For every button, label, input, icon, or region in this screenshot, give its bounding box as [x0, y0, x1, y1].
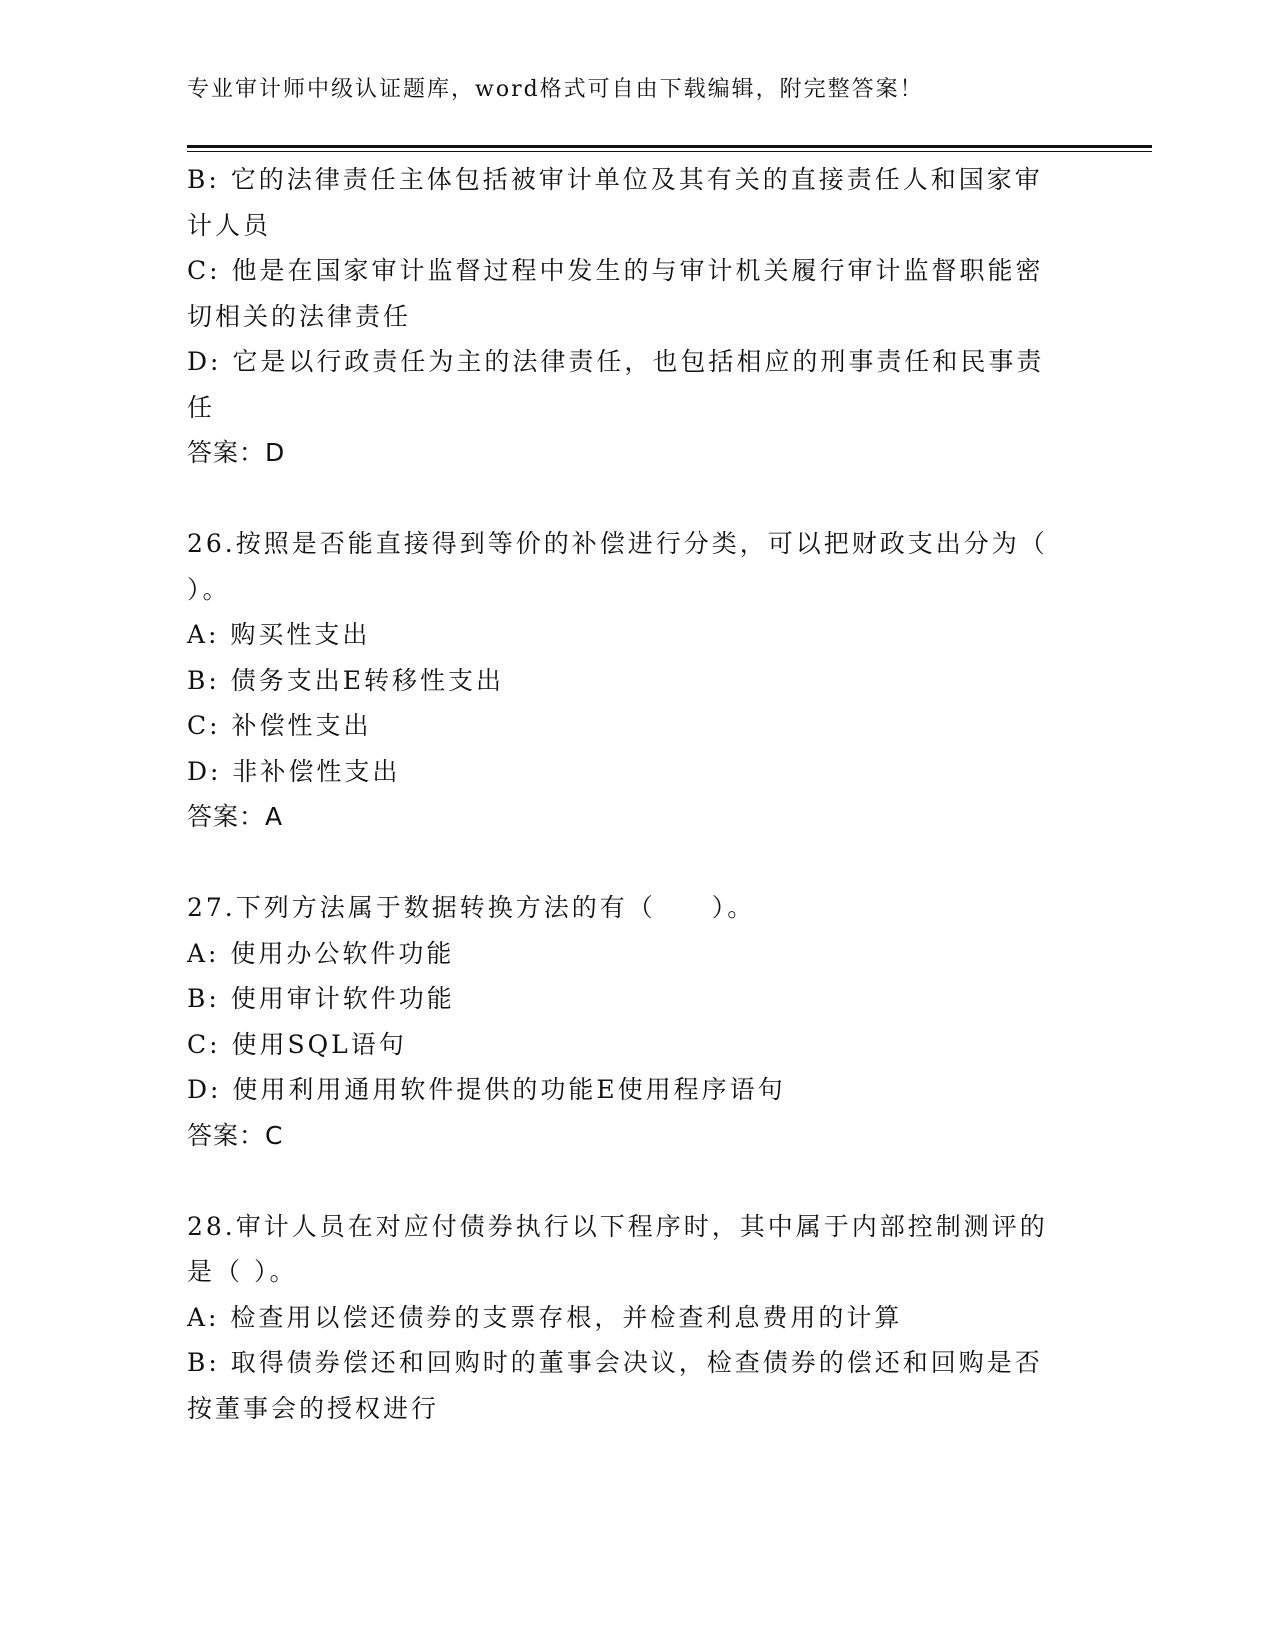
option-b-line-1: B: 取得债券偿还和回购时的董事会决议，检查债券的偿还和回购是否: [187, 1348, 1043, 1377]
question-27: [187, 885, 1067, 1158]
spacer: [187, 840, 1067, 886]
option-a: A: 购买性支出: [187, 620, 371, 649]
option-c-line-2: 切相关的法律责任: [187, 301, 412, 331]
option-b: B: 债务支出E转移性支出: [187, 665, 504, 695]
question-stem-line-1: 28.审计人员在对应付债券执行以下程序时，其中属于内部控制测评的: [187, 1211, 1048, 1241]
option-c-line-1: C: 他是在国家审计监督过程中发生的与审计机关履行审计监督职能密: [187, 256, 1044, 285]
option-d: D: 使用利用通用软件提供的功能E使用程序语句: [187, 1075, 786, 1104]
question-28: [187, 1204, 1067, 1432]
question-26: [187, 521, 1067, 840]
question-content: [187, 157, 1067, 1431]
question-25-tail: [187, 157, 1067, 476]
page-header: 专业审计师中级认证题库，word格式可自由下载编辑，附完整答案！: [187, 77, 924, 102]
spacer: [187, 1158, 1067, 1204]
option-b-line-2: 计人员: [187, 210, 272, 240]
option-d-line-1: D: 它是以行政责任为主的法律责任，也包括相应的刑事责任和民事责: [187, 347, 1045, 376]
question-stem: 27.下列方法属于数据转换方法的有（ ）。: [187, 893, 756, 922]
option-b: B: 使用审计软件功能: [187, 984, 455, 1013]
answer-25: 答案：D: [187, 438, 286, 467]
option-a: A: 使用办公软件功能: [187, 938, 455, 968]
answer-26: 答案：A: [187, 802, 284, 831]
question-stem-line-2: 是（ ）。: [187, 1257, 298, 1286]
question-stem-line-1: 26.按照是否能直接得到等价的补偿进行分类，可以把财政支出分为（: [187, 529, 1048, 558]
option-c: C: 补偿性支出: [187, 711, 372, 740]
header-rule-thin: [187, 151, 1152, 152]
answer-27: 答案：C: [187, 1120, 284, 1150]
option-c: C: 使用SQL语句: [187, 1029, 407, 1059]
option-b-line-2: 按董事会的授权进行: [187, 1393, 440, 1423]
option-b-line-1: B: 它的法律责任主体包括被审计单位及其有关的直接责任人和国家审: [187, 165, 1043, 194]
spacer: [187, 476, 1067, 522]
option-a: A: 检查用以偿还债券的支票存根，并检查利息费用的计算: [187, 1302, 903, 1332]
option-d-line-2: 任: [187, 392, 216, 422]
question-stem-line-2: ）。: [187, 574, 231, 604]
option-d: D: 非补偿性支出: [187, 756, 401, 786]
header-rule-thick: [187, 145, 1152, 148]
